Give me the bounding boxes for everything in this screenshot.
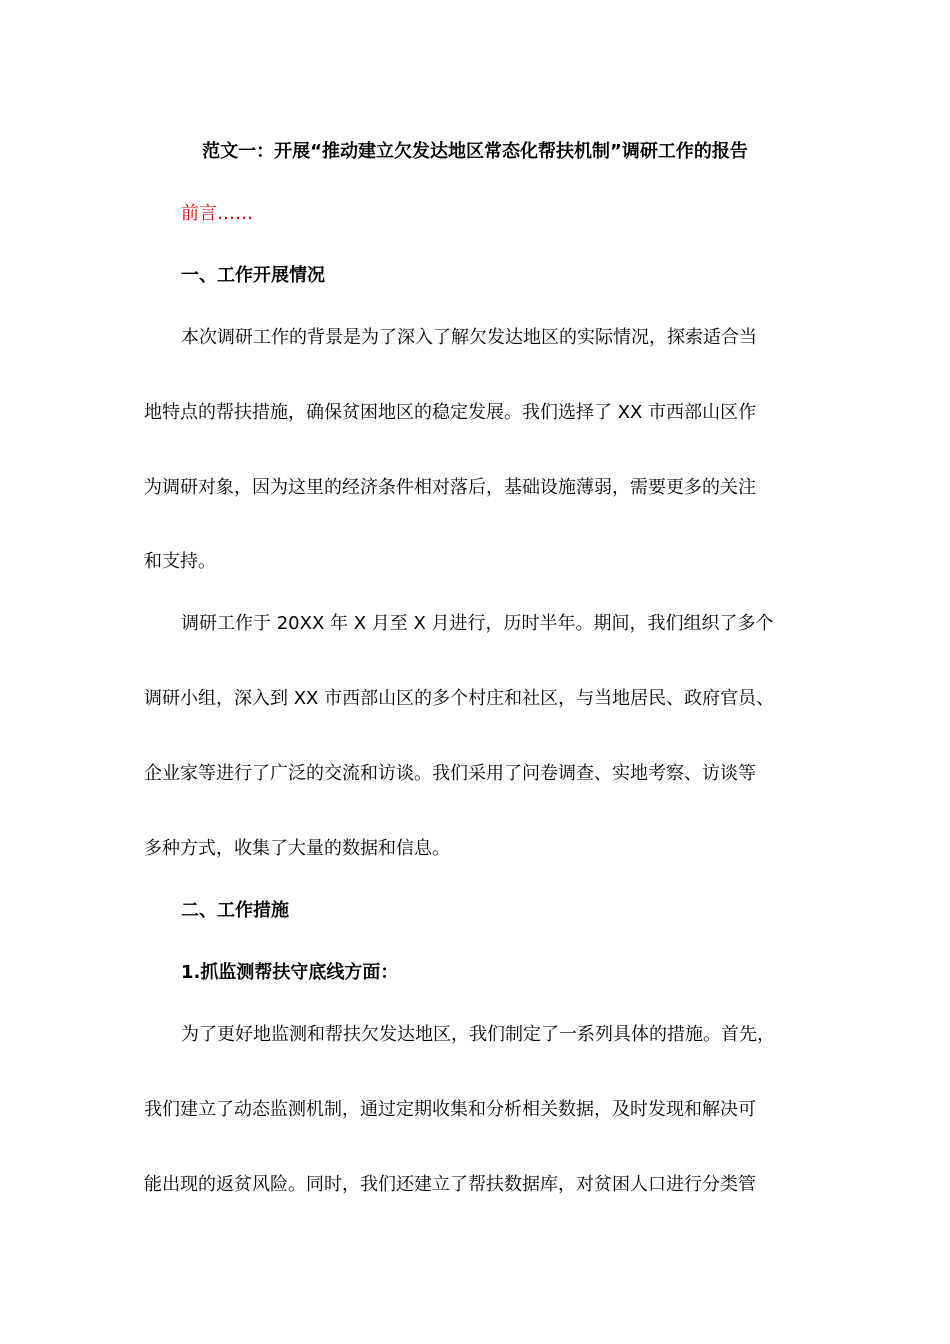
paragraph-1-line-4: 和支持。: [144, 551, 216, 572]
paragraph-3-line-1: 为了更好地监测和帮扶欠发达地区，我们制定了一系列具体的措施。首先，: [181, 1024, 775, 1045]
paragraph-2-line-1: 调研工作于 20XX 年 X 月至 X 月进行，历时半年。期间，我们组织了多个: [181, 613, 774, 634]
paragraph-2-line-3: 企业家等进行了广泛的交流和访谈。我们采用了问卷调查、实地考察、访谈等: [144, 763, 756, 784]
paragraph-2-line-4: 多种方式，收集了大量的数据和信息。: [144, 838, 450, 859]
paragraph-1-line-2: 地特点的帮扶措施，确保贫困地区的稳定发展。我们选择了 XX 市西部山区作: [144, 402, 757, 423]
section-heading-2: 二、工作措施: [181, 900, 289, 921]
document-title: 范文一：开展“推动建立欠发达地区常态化帮扶机制”调研工作的报告: [202, 141, 748, 162]
preface-text: 前言……: [181, 203, 253, 224]
section-heading-1: 一、工作开展情况: [181, 265, 325, 286]
paragraph-1-line-3: 为调研对象，因为这里的经济条件相对落后，基础设施薄弱，需要更多的关注: [144, 477, 756, 498]
subsection-heading-1: 1.抓监测帮扶守底线方面：: [181, 962, 399, 983]
paragraph-1-line-1: 本次调研工作的背景是为了深入了解欠发达地区的实际情况，探索适合当: [181, 327, 757, 348]
paragraph-3-line-2: 我们建立了动态监测机制，通过定期收集和分析相关数据，及时发现和解决可: [144, 1099, 756, 1120]
paragraph-3-line-3: 能出现的返贫风险。同时，我们还建立了帮扶数据库，对贫困人口进行分类管: [144, 1174, 756, 1195]
paragraph-2-line-2: 调研小组，深入到 XX 市西部山区的多个村庄和社区，与当地居民、政府官员、: [144, 688, 775, 709]
